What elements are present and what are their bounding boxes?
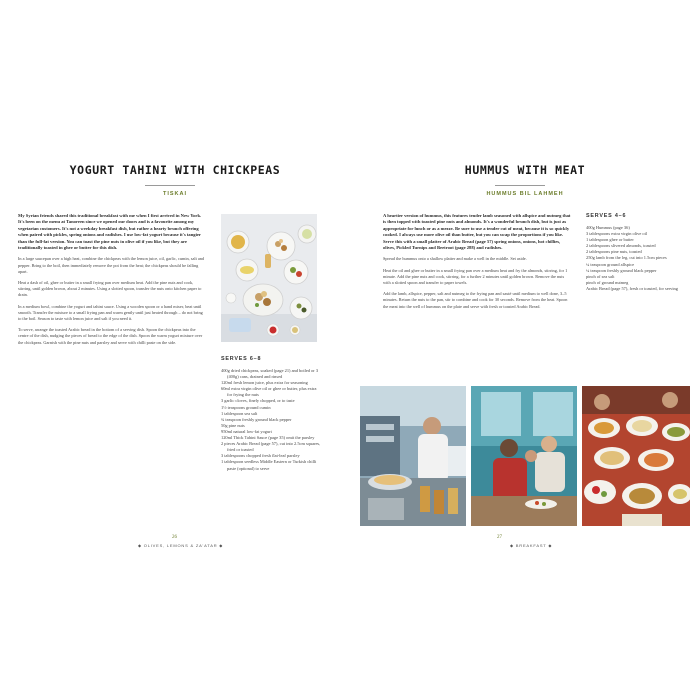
running-footer-left: ◆ OLIVES, LEMONS & ZA'ATAR ◆ (138, 543, 224, 548)
ingredient-item: 400g Hummus (page 36) (586, 225, 630, 230)
method-step: Add the lamb, allspice, pepper, salt and nutmeg to the frying pan and sauté until medium to well done, 3–5 minutes. Return the nuts to the pan, stir to combine and cook for 30 seconds. Remove from the heat. Spoon the meat into the well of hummus on the plate and serve with fresh or toasted Arabic Bread. (383, 291, 568, 309)
method-step: Heat the oil and ghee or butter in a small frying pan over a medium heat and fry the almonds, stirring, for 1 minute. Add the pine nuts and cook, stirring, for a further 2 minutes until golden brown. Remove the nuts with a slotted spoon and transfer to paper towels. (383, 267, 568, 286)
ingredient-item: 3 garlic cloves, finely chopped, or to taste (221, 398, 295, 404)
ingredient-item: 950ml natural low-fat yogurt (221, 428, 272, 434)
recipe-intro-right: A heartier version of hummus, this features tender lamb seasoned with allspice and nutmeg that is then topped with toasted pine nuts and almonds. It's a wonderful brunch dish, but is just as appropriate for lunch or as a mezze. Be sure to use a tender cut of meat, because it is so quickly cooked. I always use more olive oil than butter, but you can swap the proportions if you like. Serve this with a small platter of Arabic Bread (page 57) spring onions, onions, hot chillies, olives, Pickled Turnips and Beetroot (page 288) and radishes. (383, 213, 571, 251)
method-step: In a large saucepan over a high heat, combine the chickpeas with the lemon juice, oil, garlic, cumin, salt and pepper. Bring to the boil, then immediately remove the pot from the heat; the chickpeas should be falling apart. (18, 256, 205, 274)
ingredients-column-right (586, 213, 688, 292)
mezze-table-photo (582, 386, 690, 526)
title-rule-left (145, 185, 195, 186)
recipe-intro-left: My Syrian friends shared this traditional breakfast with me when I first arrived in New York. It's been on the menu at Tanoreen since we opened our doors and is a favourite among my vegetarian customers. It's not a weekday breakfast dish, but rather a hearty brunch offering when paired with pickles, spring onions and radishes. I use low-fat yogurt because it's tangier than the full-fat version. You can toast the pine nuts in olive oil if you like, but they are traditionally toasted in ghee or butter for this dish. (18, 213, 202, 251)
method-step: Spread the hummus onto a shallow platter and make a well in the middle. Set aside. (383, 256, 527, 262)
ingredient-item: 2 pieces Arabic Bread (page 57), cut into 2.5cm squares, fried or toasted (221, 441, 321, 453)
ingredient-item: 3 tablespoons chopped fresh flat-leaf parsley (221, 453, 300, 459)
recipe-subtitle-right: HUMMUS BIL LAHMEH (486, 191, 564, 197)
page-number-left: 26 (172, 535, 177, 540)
ingredient-item: 250g lamb from the leg, cut into 1.5cm pieces (586, 255, 667, 261)
ingredient-item: ¾ teaspoon freshly ground black pepper (221, 416, 292, 422)
page-number-right: 27 (497, 535, 502, 540)
ingredient-item: ¼ teaspoon freshly ground black pepper (586, 267, 657, 273)
method-column-right (383, 213, 571, 315)
recipe-title-left: YOGURT TAHINI WITH CHICKPEAS (69, 163, 281, 177)
running-footer-right: ◆ BREAKFAST ◆ (510, 543, 553, 548)
ingredient-item: 1½ teaspoons ground cumin (221, 404, 271, 410)
right-page (350, 0, 700, 700)
method-column-left (18, 213, 206, 351)
recipe-title-right: HUMMUS WITH MEAT (464, 163, 586, 177)
ingredient-item: 60ml extra virgin olive oil or ghee or butter, plus extra for frying the nuts (221, 386, 317, 398)
ingredient-item: 50g pine nuts (221, 422, 245, 428)
title-rule-right (495, 185, 545, 186)
ingredient-item: ¼ teaspoon ground allspice (586, 261, 635, 267)
method-step: To serve, arrange the toasted Arabic bread in the bottom of a serving dish. Spoon the chickpeas into the centre of the dish, nudging the pieces of bread to the edge of the dish. Spoon the warm yogurt mixture over the chickpeas. Garnish with the pine nuts and parsley and serve with chilli paste on the side. (18, 327, 203, 345)
ingredient-item: 3 tablespoons extra virgin olive oil (586, 231, 648, 237)
ingredient-item: pinch of sea salt (586, 273, 615, 279)
ingredient-item: 400g dried chickpeas, soaked (page 21) and boiled or 3 (400g) cans, drained and rinsed (221, 368, 319, 380)
method-step: In a medium bowl, combine the yogurt and tahini sauce. Using a wooden spoon or a hand mixer, beat until smooth. Transfer the mixture to a small frying pan and warm gently until just heated through – do not bring to the boil. Season to taste with lemon juice and salt if you need it. (18, 303, 203, 322)
serves-label-right: SERVES 4–6 (586, 213, 627, 219)
ingredient-item: 120ml Thick Tahini Sauce (page 35) omit the parsley (221, 435, 315, 441)
ingredient-item: Arabic Bread (page 57), fresh or toasted, for serving (586, 285, 678, 291)
restaurant-kitchen-photo (360, 386, 466, 526)
ingredient-item: 120ml fresh lemon juice, plus extra for seasoning (221, 380, 308, 386)
ingredient-item: 2 tablespoons pine nuts, toasted (586, 249, 642, 255)
recipe-subtitle-left: TISKAI (162, 191, 188, 197)
ingredient-item: 1 tablespoon ghee or butter (586, 237, 634, 243)
chickpea-dish-photo (221, 214, 317, 342)
restaurant-customers-photo (471, 386, 577, 526)
method-step: Heat a dash of oil, ghee or butter in a small frying pan over medium heat. Add the pine nuts and cook, stirring, until golden brown, about 2 minutes. Using a slotted spoon, transfer the nuts onto kitchen paper to drain. (18, 280, 202, 298)
ingredient-item: 1 tablespoon sea salt (221, 410, 258, 416)
ingredient-item: 2 tablespoons slivered almonds, toasted (586, 243, 656, 249)
ingredient-item: 1 tablespoon seedless Middle Eastern or Turkish chilli paste (optional) to serve (221, 459, 317, 471)
ingredients-column-left (221, 356, 321, 472)
ingredient-item: pinch of ground nutmeg (586, 279, 629, 285)
serves-label-left: SERVES 6–8 (221, 356, 262, 362)
